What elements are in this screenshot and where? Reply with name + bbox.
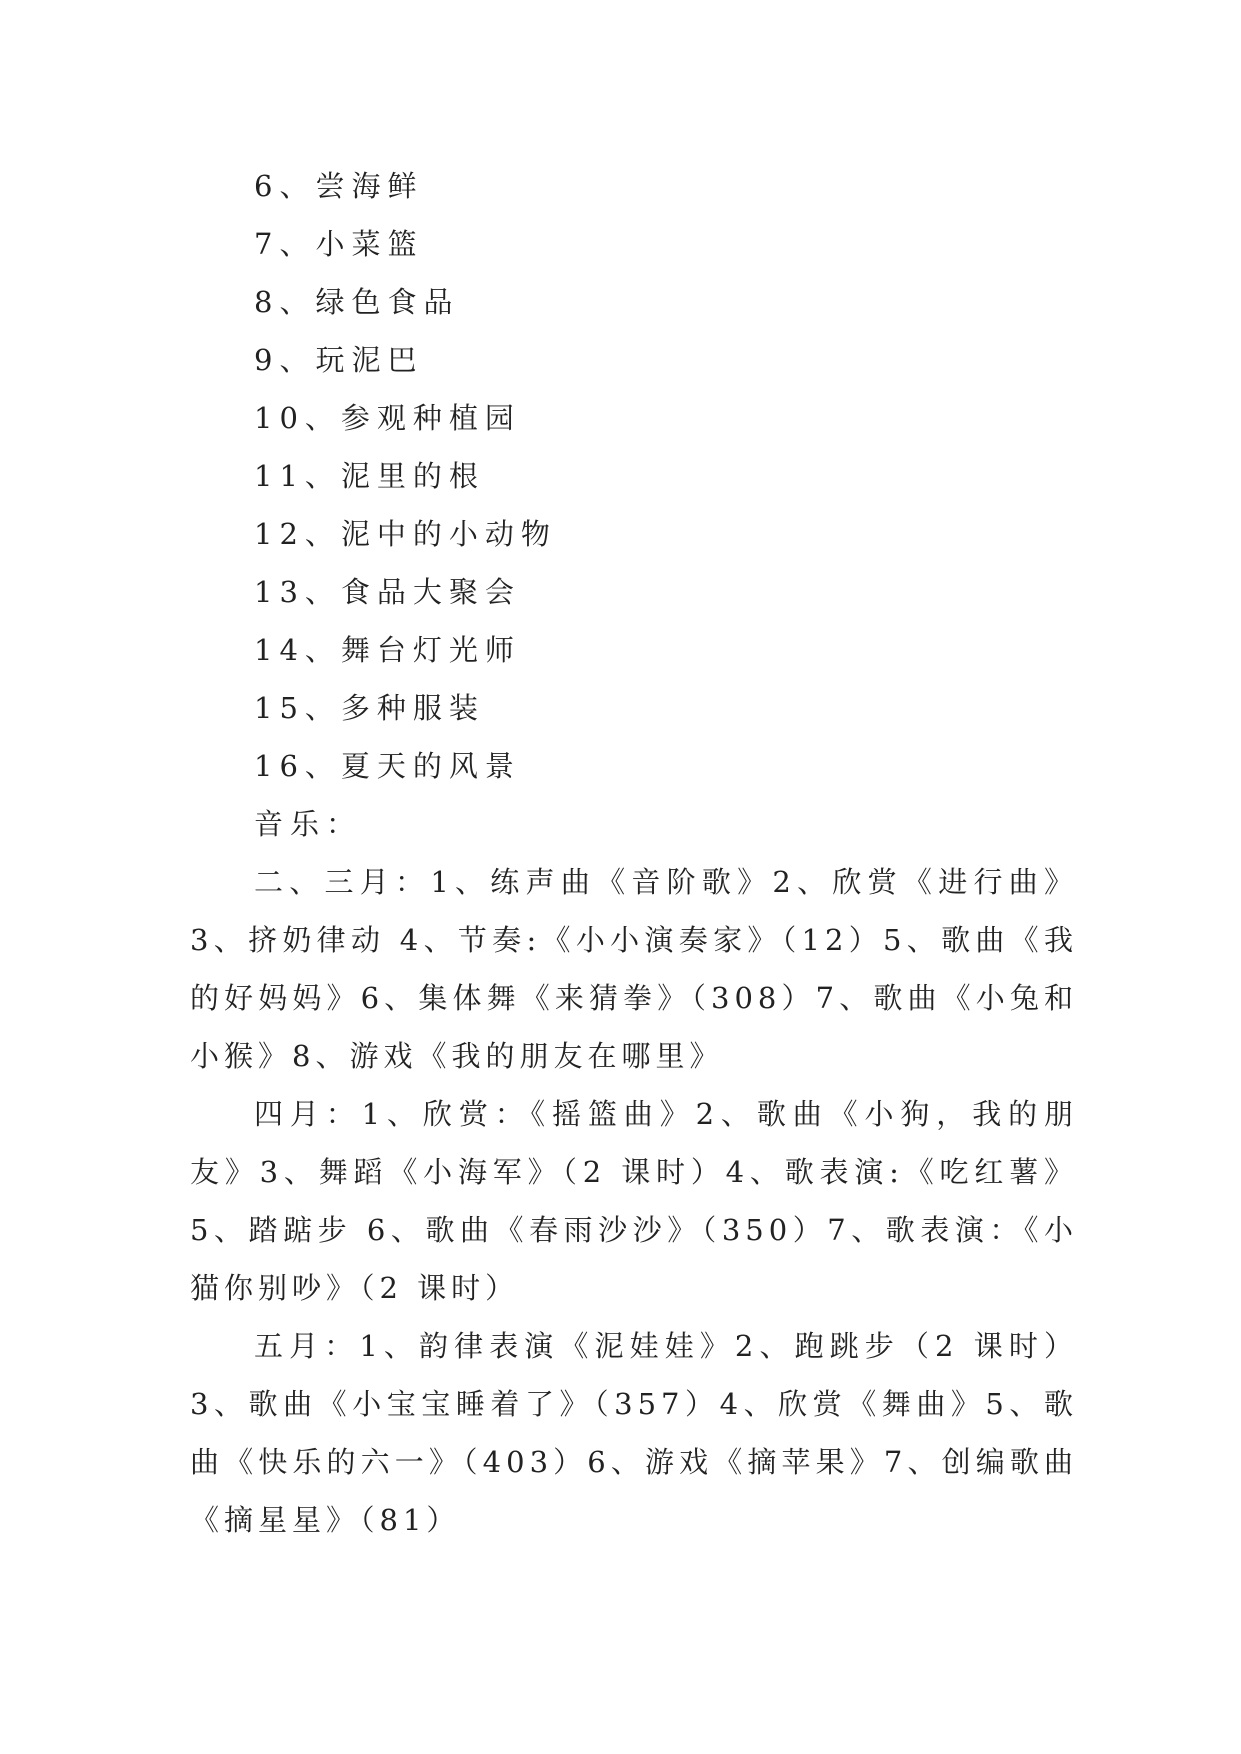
list-item: 16、夏天的风景 [254,749,521,783]
paragraph-april: 四月：1、欣赏：《摇篮曲》2、歌曲《小狗，我的朋友》3、舞蹈《小海军》（2 课时）4、歌表演:《吃红薯》5、踏踮步 6、歌曲《春雨沙沙》（350）7、歌表演：《小猫你别吵》（2 课时） [190,1097,1078,1305]
list-item: 11、泥里的根 [254,459,485,493]
list-item: 12、泥中的小动物 [254,517,557,551]
list-item: 6、尝海鲜 [254,169,424,203]
paragraph-may: 五月：1、韵律表演《泥娃娃》2、跑跳步（2 课时）3、歌曲《小宝宝睡着了》（357）4、欣赏《舞曲》5、歌曲《快乐的六一》（403）6、游戏《摘苹果》7、创编歌曲《摘星星》（81） [190,1329,1078,1537]
list-item: 14、舞台灯光师 [254,633,521,667]
list-item: 10、参观种植园 [254,401,521,435]
list-item: 13、食品大聚会 [254,575,521,609]
section-heading-music: 音乐： [254,807,363,841]
list-item: 9、玩泥巴 [254,343,424,377]
list-item: 15、多种服装 [254,691,485,725]
list-item: 7、小菜篮 [254,227,424,261]
paragraph-feb-mar: 二、三月：1、练声曲《音阶歌》2、欣赏《进行曲》3、挤奶律动 4、节奏:《小小演奏家》（12）5、歌曲《我的好妈妈》6、集体舞《来猜拳》（308）7、歌曲《小兔和小猴》8、游戏《我的朋友在哪里》 [190,865,1078,1073]
list-item: 8、绿色食品 [254,285,460,319]
